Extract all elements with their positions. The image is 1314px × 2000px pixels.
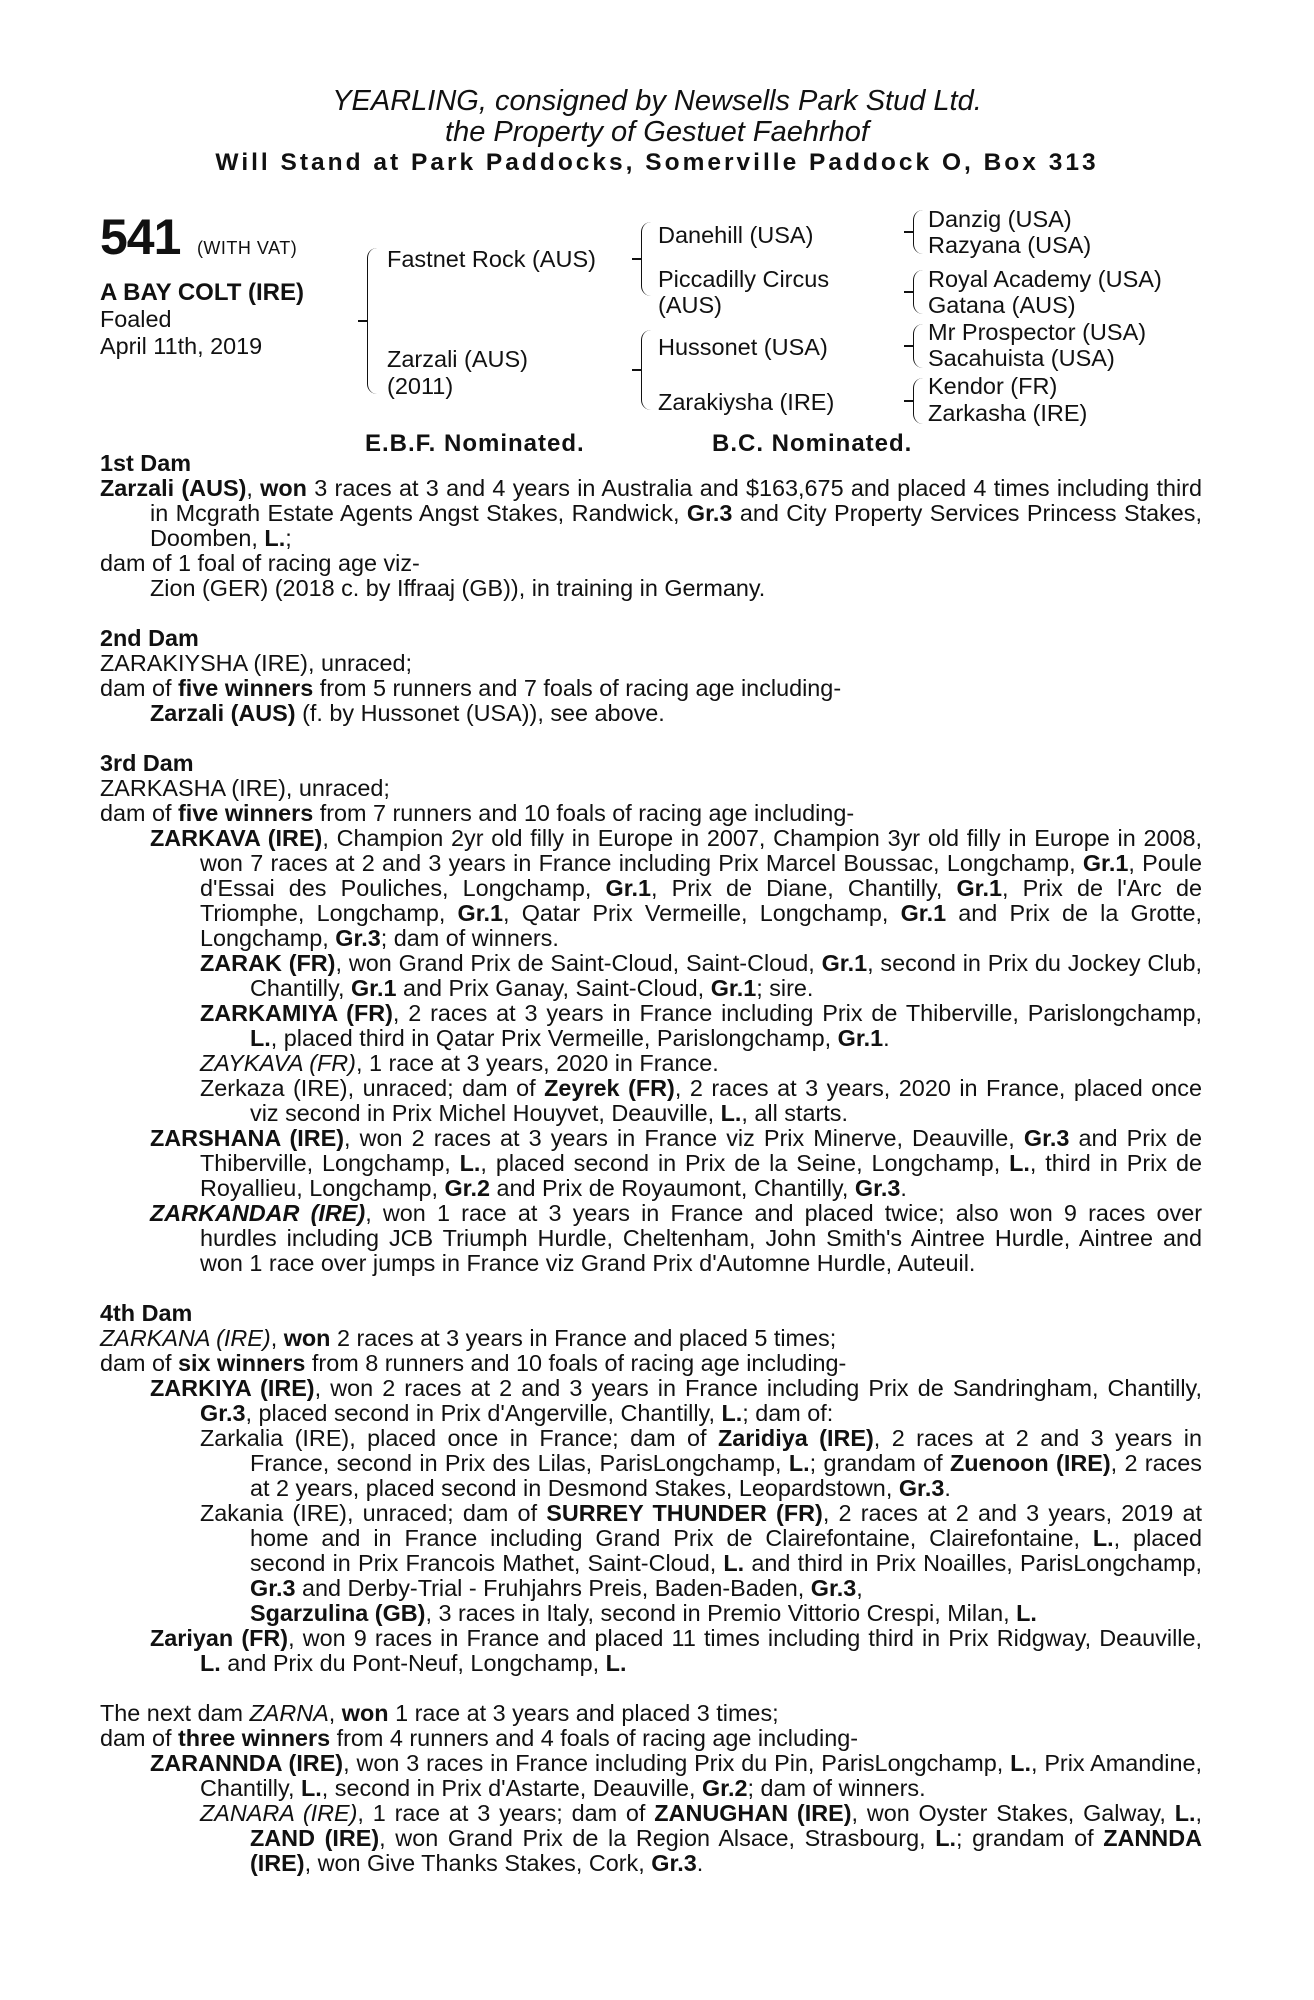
header-property: the Property of Gestuet Faehrhof — [445, 116, 869, 148]
header-stand: Will Stand at Park Paddocks, Somerville Paddock O, Box 313 — [215, 149, 1099, 176]
pedigree-g8: Zarkasha (IRE) — [928, 400, 1088, 426]
pedigree-sire-sire: Danehill (USA) — [658, 222, 814, 248]
nextdam-zarannda: ZARANNDA (IRE), won 3 races in France including Prix du Pin, ParisLongchamp, L., Prix Amandine, Chantilly, L., second in Prix d'Astarte, Deauville, Gr.2; dam of winners. — [150, 1750, 1203, 1801]
header-consignor: YEARLING, consigned by Newsells Park Stud Ltd. — [332, 85, 982, 117]
dam4-zakania: Zakania (IRE), unraced; dam of SURREY THUNDER (FR), 2 races at 2 and 3 years, 2019 at home and in France including Grand Prix de Clairefontaine, Clairefontaine, L., placed second in Prix Francois Mathet, Saint-Cloud, L. and third in Prix Noailles, ParisLongchamp, Gr.3 and Derby-Trial - Fruhjahrs Preis, Baden-Baden, Gr.3, — [200, 1500, 1202, 1601]
vat-note: (WITH VAT) — [196, 238, 298, 258]
pedigree-g7: Kendor (FR) — [928, 373, 1058, 399]
brace-gen3 — [913, 324, 923, 368]
dam4-sgarzulina: Sgarzulina (GB), 3 races in Italy, second in Premio Vittorio Crespi, Milan, L. — [250, 1600, 1037, 1626]
dam3-heading: 3rd Dam — [100, 750, 194, 776]
dam2-produce: dam of five winners from 5 runners and 7 foals of racing age including- — [100, 675, 842, 701]
pedigree-sire: Fastnet Rock (AUS) — [387, 246, 596, 272]
lot-title: A BAY COLT (IRE) — [100, 279, 305, 306]
dam1-foals: dam of 1 foal of racing age viz- — [100, 550, 420, 576]
dam2-line: ZARAKIYSHA (IRE), unraced; — [100, 650, 412, 676]
bc-nominated: B.C. Nominated. — [712, 430, 913, 457]
dam3-zerkaza: Zerkaza (IRE), unraced; dam of Zeyrek (FR), 2 races at 3 years, 2020 in France, placed once viz second in Prix Michel Houyvet, Deauville, L., all starts. — [200, 1075, 1203, 1126]
pedigree-sire-dam: Piccadilly Circus — [658, 266, 830, 292]
brace-point — [632, 258, 641, 260]
pedigree-g4: Gatana (AUS) — [928, 292, 1076, 318]
dam2-offspring: Zarzali (AUS) (f. by Hussonet (USA)), see above. — [150, 700, 665, 726]
pedigree-sire-dam-country: (AUS) — [658, 292, 722, 318]
dam1-heading: 1st Dam — [100, 450, 192, 476]
dam3-zarkandar: ZARKANDAR (IRE), won 1 race at 3 years in France and placed twice; also won 9 races over hurdles including JCB Triumph Hurdle, Cheltenham, John Smith's Aintree Hurdle, Aintree and won 1 race over jumps in France viz Grand Prix d'Automne Hurdle, Auteuil. — [150, 1200, 1203, 1276]
pedigree-dam: Zarzali (AUS) — [387, 346, 529, 372]
dam3-produce: dam of five winners from 7 runners and 10 foals of racing age including- — [100, 800, 855, 826]
brace-point — [904, 345, 913, 347]
nextdam-produce: dam of three winners from 4 runners and 4 foals of racing age including- — [100, 1725, 858, 1751]
dam3-zarkava: ZARKAVA (IRE), Champion 2yr old filly in Europe in 2007, Champion 3yr old filly in Europe in 2008, won 7 races at 2 and 3 years in France including Prix Marcel Boussac, Longchamp, Gr.1, Poule d'Essai des Pouliches, Longchamp, Gr.1, Prix de Diane, Chantilly, Gr.1, Prix de l'Arc de Triomphe, Longchamp, Gr.1, Qatar Prix Vermeille, Longchamp, Gr.1 and Prix de la Grotte, Longchamp, Gr.3; dam of winners. — [150, 825, 1203, 951]
pedigree-g6: Sacahuista (USA) — [928, 345, 1115, 371]
nextdam-record: The next dam ZARNA, won 1 race at 3 years and placed 3 times; — [100, 1700, 779, 1726]
dam4-record: ZARKANA (IRE), won 2 races at 3 years in France and placed 5 times; — [100, 1325, 837, 1351]
ebf-nominated: E.B.F. Nominated. — [365, 430, 585, 457]
brace-point — [904, 291, 913, 293]
lot-number: 541 — [100, 209, 181, 265]
pedigree-g3: Royal Academy (USA) — [928, 266, 1162, 292]
brace-gen3 — [913, 210, 923, 254]
dam3-zaykava: ZAYKAVA (FR), 1 race at 3 years, 2020 in France. — [200, 1050, 719, 1076]
lot-block — [100, 209, 298, 265]
brace-point — [632, 369, 641, 371]
dam4-heading: 4th Dam — [100, 1300, 193, 1326]
dam4-zarkiya: ZARKIYA (IRE), won 2 races at 2 and 3 years in France including Prix de Sandringham, Chantilly, Gr.3, placed second in Prix d'Angerville, Chantilly, L.; dam of: — [150, 1375, 1203, 1426]
dam3-line: ZARKASHA (IRE), unraced; — [100, 775, 390, 801]
dam4-produce: dam of six winners from 8 runners and 10 foals of racing age including- — [100, 1350, 847, 1376]
pedigree-notes — [100, 451, 1202, 1876]
brace-sire-line — [641, 222, 652, 296]
dam3-zarak: ZARAK (FR), won Grand Prix de Saint-Cloud, Saint-Cloud, Gr.1, second in Prix du Jockey Club, Chantilly, Gr.1 and Prix Ganay, Saint-Cloud, Gr.1; sire. — [200, 950, 1202, 1001]
pedigree-g2: Razyana (USA) — [928, 232, 1092, 258]
brace-sire-dam — [367, 248, 378, 394]
pedigree-dam-dam: Zarakiysha (IRE) — [658, 389, 835, 415]
pedigree-dam-sire: Hussonet (USA) — [658, 334, 828, 360]
brace-gen3 — [913, 378, 923, 424]
pedigree-g1: Danzig (USA) — [928, 206, 1072, 232]
brace-dam-line — [641, 330, 652, 410]
brace-point — [358, 320, 367, 322]
brace-gen3 — [913, 270, 923, 314]
brace-point — [904, 231, 913, 233]
nextdam-zanara: ZANARA (IRE), 1 race at 3 years; dam of ZANUGHAN (IRE), won Oyster Stakes, Galway, L., ZAND (IRE), won Grand Prix de la Region Alsace, Strasbourg, L.; grandam of ZANNDA (IRE), won Give Thanks Stakes, Cork, Gr.3. — [200, 1800, 1202, 1876]
dam3-zarshana: ZARSHANA (IRE), won 2 races at 3 years in France viz Prix Minerve, Deauville, Gr.3 and Prix de Thiberville, Longchamp, L., placed second in Prix de la Seine, Longchamp, L., third in Prix de Royallieu, Longchamp, Gr.2 and Prix de Royaumont, Chantilly, Gr.3. — [150, 1125, 1202, 1201]
foaled-date: April 11th, 2019 — [100, 333, 263, 359]
pedigree-dam-year: (2011) — [387, 373, 454, 399]
dam2-heading: 2nd Dam — [100, 625, 199, 651]
dam1-record: Zarzali (AUS), won 3 races at 3 and 4 years in Australia and $163,675 and placed 4 times including third in Mcgrath Estate Agents Angst Stakes, Randwick, Gr.3 and City Property Services Princess Stakes, Doomben, L.; — [100, 475, 1202, 551]
dam3-zarkamiya: ZARKAMIYA (FR), 2 races at 3 years in France including Prix de Thiberville, Parislongchamp, L., placed third in Qatar Prix Vermeille, Parislongchamp, Gr.1. — [200, 1000, 1202, 1051]
brace-point — [904, 400, 913, 402]
dam1-offspring: Zion (GER) (2018 c. by Iffraaj (GB)), in training in Germany. — [150, 575, 766, 601]
foaled-label: Foaled — [100, 306, 172, 332]
pedigree-g5: Mr Prospector (USA) — [928, 319, 1147, 345]
dam4-zarkalia: Zarkalia (IRE), placed once in France; dam of Zaridiya (IRE), 2 races at 2 and 3 years in France, second in Prix des Lilas, ParisLongchamp, L.; grandam of Zuenoon (IRE), 2 races at 2 years, placed second in Desmond Stakes, Leopardstown, Gr.3. — [200, 1425, 1202, 1501]
dam4-zariyan: Zariyan (FR), won 9 races in France and placed 11 times including third in Prix Ridgway, Deauville, L. and Prix du Pont-Neuf, Longchamp, L. — [150, 1625, 1202, 1676]
